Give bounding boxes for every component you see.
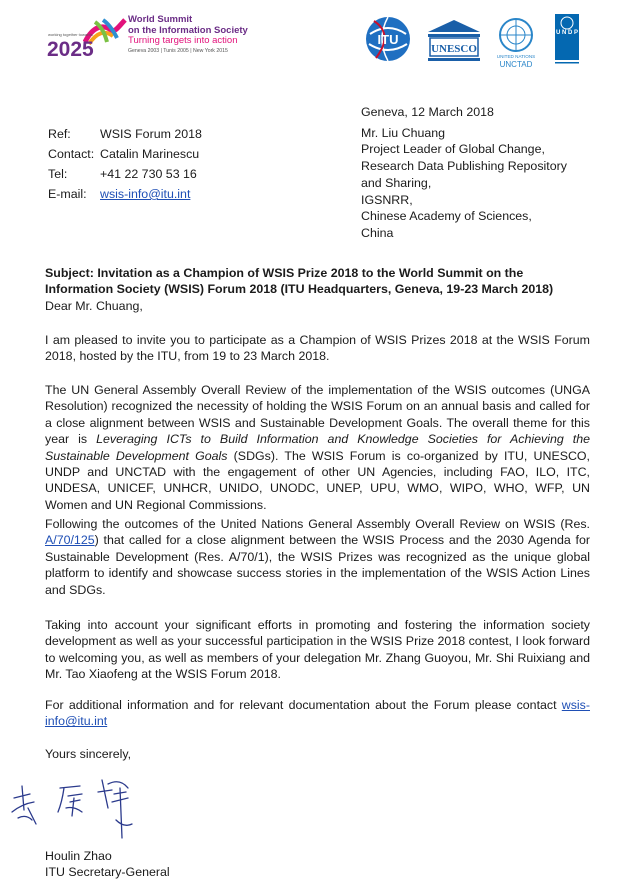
recipient-line-6: Chinese Academy of Sciences, (361, 209, 532, 224)
wsis-year: 2025 (47, 38, 94, 61)
paragraph-4: Taking into account your significant efforts in promoting and fostering the information society development as well as your successful participation in the WSIS Prize 2018 contest, I look forward to welcoming you, as well as members of your delegation Mr. Zhang Guoyou, Mr. Shi Ruixiang and Mr. Tao Xiaofeng at the WSIS Forum 2018. (45, 618, 590, 682)
ref-label: Ref: (48, 127, 71, 141)
handwritten-signature (8, 768, 138, 846)
wsis-small-text: working together towards (48, 32, 93, 37)
address-block (361, 104, 591, 242)
signatory (45, 848, 170, 881)
recipient-line-7: China (361, 225, 394, 240)
resolution-link[interactable]: A/70/125 (45, 533, 95, 548)
recipient-name: Mr. Liu Chuang (361, 125, 446, 140)
subject-line-1: Subject: Invitation as a Champion of WSIS Prize 2018 to the World Summit on the (45, 266, 524, 280)
unesco-temple-icon (424, 18, 484, 64)
unctad-text: UNCTAD (499, 60, 533, 69)
paragraph-3 (45, 516, 590, 598)
email-label: E-mail: (48, 187, 87, 201)
un-emblem-icon (493, 16, 539, 70)
signatory-name: Houlin Zhao (45, 849, 112, 863)
paragraph-5-text: For additional information and for relevant documentation about the Forum please contact (45, 698, 562, 712)
closing: Yours sincerely, (45, 747, 132, 761)
paragraph-2-text-a: The UN General Assembly Overall Review of the implementation of the WSIS outcomes (UNGA Resolution) recognized the necessity of holding the WSIS Forum on an annual basis and called for a close alignment between WSIS and Sustainable Development Goals. The overall theme for this year is (45, 383, 590, 447)
un-caption: UNITED NATIONS (496, 54, 536, 59)
ref-value: WSIS Forum 2018 (100, 127, 202, 141)
place-date: Geneva, 12 March 2018 (361, 105, 494, 119)
wsis-title-1: World Summit (128, 14, 193, 25)
paragraph-1: I am pleased to invite you to participate as a Champion of WSIS Prizes 2018 at the WSIS Forum 2018, hosted by the ITU, from 19 to 23 March 2018. (45, 333, 590, 364)
wsis-cities: Geneva 2003 | Tunis 2005 | New York 2015 (128, 47, 228, 54)
salutation: Dear Mr. Chuang, (45, 299, 143, 313)
recipient-line-5: IGSNRR, (361, 192, 413, 207)
undp-logo (555, 14, 579, 66)
wsis-title-2: on the Information Society (128, 24, 248, 36)
recipient-line-4: and Sharing, (361, 175, 432, 190)
unctad-logo (493, 16, 539, 70)
contact-value: Catalin Marinescu (100, 147, 200, 161)
subject-line-2: Information Society (WSIS) Forum 2018 (ITU Headquarters, Geneva, 19-23 March 2018) (45, 282, 554, 297)
recipient-line-2: Project Leader of Global Change, (361, 142, 545, 157)
undp-letters: U N D P (555, 30, 579, 36)
itu-globe-icon (364, 14, 412, 64)
paragraph-2-text-b: (SDGs). The WSIS Forum is co-organized by ITU, UNESCO, UNDP and UNCTAD with the engagement of other UN Agencies, including FAO, ILO, ITC, UNDESA, UNICEF, UNHCR, UNIDO, UNODC, UNEP, UPU, WMO, WIPO, WHO, WFP, UN Women and UN Regional Commissions. (45, 448, 590, 512)
unesco-logo-text: UNESCO (431, 43, 477, 55)
subject (45, 265, 605, 298)
paragraph-3-text-a: Following the outcomes of the United Nations General Assembly Overall Review on WSIS (Res. (45, 517, 590, 531)
recipient-line-3: Research Data Publishing Repository (361, 159, 567, 174)
signature-icon (8, 768, 138, 846)
tel-label: Tel: (48, 167, 68, 181)
forum-theme: Leveraging ICTs to Build Information and Knowledge Societies for Achieving the Sustainable Development Goals (45, 432, 590, 463)
reference-block (48, 126, 202, 206)
paragraph-5 (45, 697, 590, 730)
itu-logo-text: ITU (377, 32, 399, 47)
unesco-logo (424, 18, 484, 64)
wsis-tagline: Turning targets into action (128, 35, 238, 46)
signatory-title: ITU Secretary-General (45, 865, 170, 880)
wsis-logo (47, 14, 297, 66)
undp-logo-icon (555, 14, 579, 66)
contact-email-link[interactable]: wsis-info@itu.int (45, 698, 590, 729)
paragraph-2 (45, 382, 590, 513)
email-link[interactable]: wsis-info@itu.int (100, 187, 191, 201)
itu-logo (364, 14, 412, 64)
paragraph-3-text-b: ) that called for a close alignment between the WSIS Process and the 2030 Agenda for Sustainable Development (Res. A/70/1), the WSIS Prizes was recognized as the unique global platform to identify and showcase success stories in the implementation of the WSIS Action Lines and SDGs. (45, 533, 590, 597)
tel-value: +41 22 730 53 16 (100, 167, 197, 181)
contact-label: Contact: (48, 147, 95, 161)
